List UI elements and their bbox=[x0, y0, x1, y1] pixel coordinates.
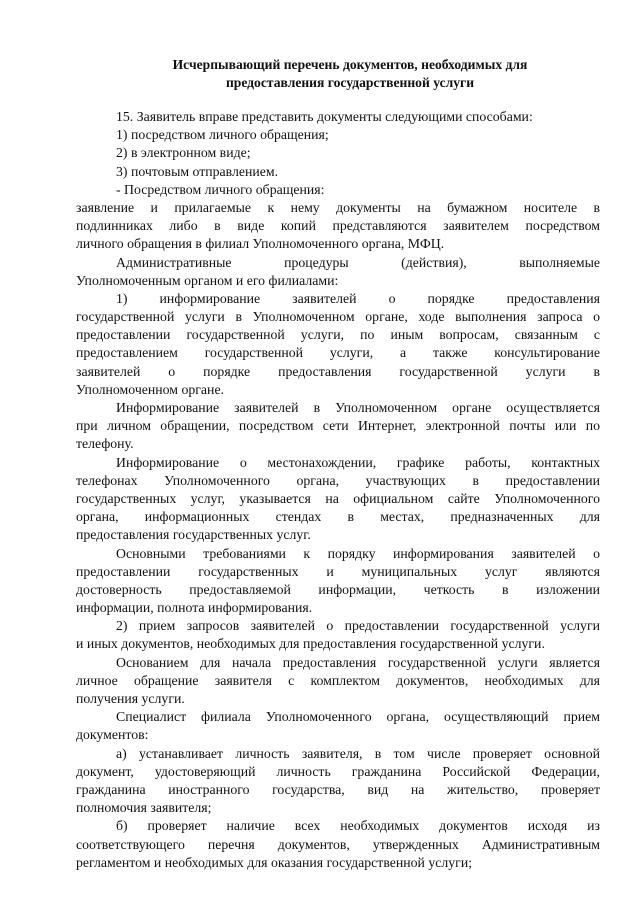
body-line: полномочия заявителя; bbox=[76, 800, 212, 816]
body-line: получения услуги. bbox=[76, 691, 185, 706]
document-body bbox=[76, 108, 600, 872]
body-line: органа, информационных стендах в местах, предназначенных для bbox=[76, 509, 600, 525]
body-line: Информирование о местонахождении, графике работы, контактных bbox=[116, 454, 600, 470]
document-title-line2: предоставления государственной услуги bbox=[225, 75, 475, 90]
body-line: подлинниках либо в виде копий представляются заявителем посредством bbox=[76, 218, 600, 234]
body-line: государственной услуги в Уполномоченном органе, ходе выполнения запроса о bbox=[76, 309, 600, 325]
body-line: Специалист филиала Уполномоченного органа, осуществляющий прием bbox=[116, 709, 600, 725]
body-line: и иных документов, необходимых для предоставления государственной услуги. bbox=[76, 636, 545, 652]
body-line: телефонах Уполномоченного органа, участвующих в предоставлении bbox=[76, 472, 600, 488]
body-line: б) проверяет наличие всех необходимых документов исходя из bbox=[116, 818, 600, 834]
body-line: 3) почтовым отправлением. bbox=[116, 163, 279, 179]
document-title-line1: Исчерпывающий перечень документов, необходимых для bbox=[172, 57, 528, 72]
body-line: информации, полнота информирования. bbox=[76, 600, 313, 616]
body-line: личного обращения в филиал Уполномоченного органа, МФЦ. bbox=[76, 236, 445, 252]
body-line: Основанием для начала предоставления государственной услуги является bbox=[116, 654, 600, 670]
body-line: предоставлением государственной услуги, а также консультирование bbox=[76, 345, 600, 361]
body-line: регламентом и необходимых для оказания государственной услуги; bbox=[76, 854, 473, 870]
body-line: достоверность предоставляемой информации, четкость в изложении bbox=[76, 581, 600, 597]
body-line: заявление и прилагаемые к нему документы на бумажном носителе в bbox=[76, 199, 600, 215]
body-line: телефону. bbox=[76, 436, 134, 452]
body-line: государственных услуг, указывается на официальном сайте Уполномоченного bbox=[76, 490, 600, 506]
body-line: предоставлении государственной услуги, по иным вопросам, связанным с bbox=[76, 327, 600, 343]
body-line: Уполномоченным органом и его филиалами: bbox=[76, 272, 339, 288]
body-line: а) устанавливает личность заявителя, в том числе проверяет основной bbox=[116, 745, 600, 761]
body-line: документ, удостоверяющий личность гражданина Российской Федерации, bbox=[76, 763, 600, 779]
body-line: 2) прием запросов заявителей о предоставлении государственной услуги bbox=[116, 618, 600, 634]
body-line: предоставления государственных услуг. bbox=[76, 527, 311, 543]
body-line: документов: bbox=[76, 727, 149, 743]
body-line: при личном обращении, посредством сети Интернет, электронной почты или по bbox=[76, 418, 600, 434]
body-line: 1) посредством личного обращения; bbox=[116, 127, 329, 143]
body-line: Основными требованиями к порядку информирования заявителей о bbox=[116, 545, 600, 561]
body-line: 15. Заявитель вправе представить документы следующими способами: bbox=[116, 109, 533, 124]
body-line: личное обращение заявителя с комплектом документов, необходимых для bbox=[76, 672, 600, 688]
body-line: Административные процедуры (действия), выполняемые bbox=[116, 254, 600, 270]
body-line: Уполномоченном органе. bbox=[76, 381, 225, 397]
body-line: заявителей о порядке предоставления государственной услуги в bbox=[76, 363, 600, 379]
body-line: соответствующего перечня документов, утвержденных Административным bbox=[76, 836, 600, 852]
body-line: гражданина иностранного государства, вид на жительство, проверяет bbox=[76, 781, 600, 797]
body-line: - Посредством личного обращения: bbox=[116, 181, 325, 197]
body-line: Информирование заявителей в Уполномоченном органе осуществляется bbox=[116, 400, 600, 415]
body-line: 1) информирование заявителей о порядке предоставления bbox=[116, 290, 600, 306]
body-line: 2) в электронном виде; bbox=[116, 145, 251, 161]
body-line: предоставлении государственных и муниципальных услуг являются bbox=[76, 563, 600, 579]
